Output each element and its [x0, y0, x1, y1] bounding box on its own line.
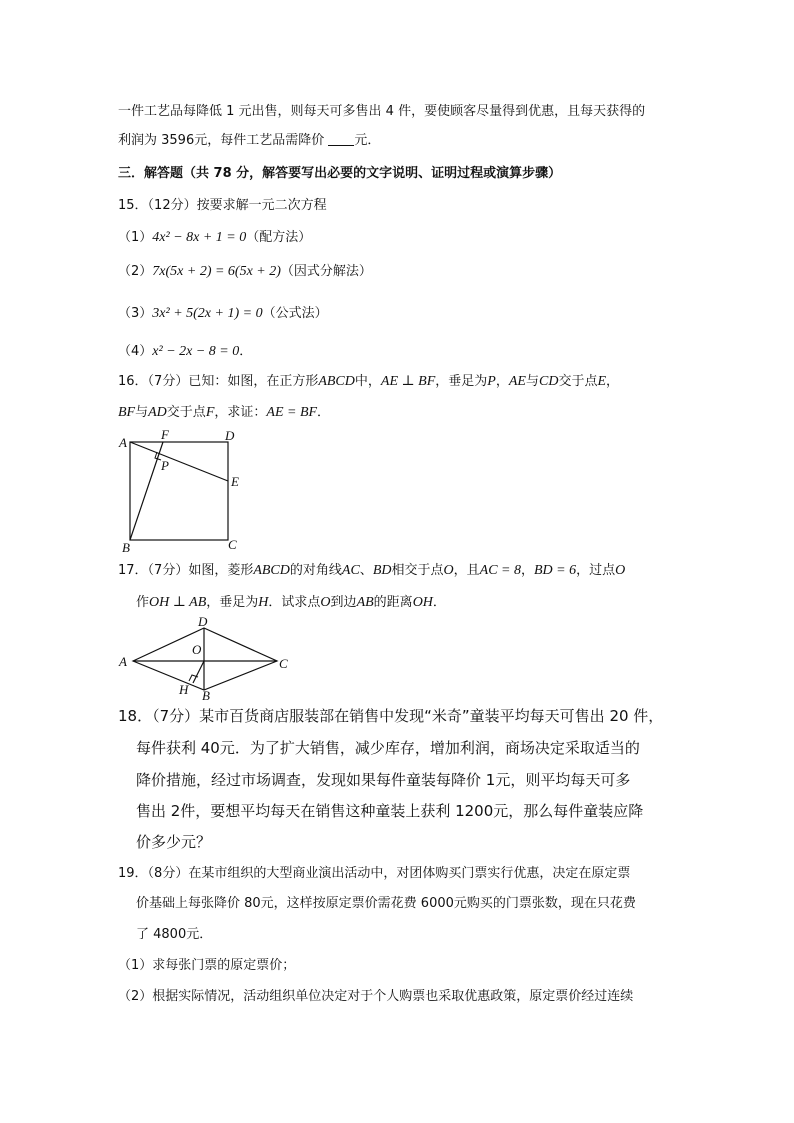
q19-line-4: （1）求每张门票的原定票价； [118, 958, 296, 973]
q14-line-1: 一件工艺品每降低 1 元出售，则每天可多售出 4 件，要使顾客尽量得到优惠，且每天获得的 [118, 104, 646, 119]
q15-part-1: （1）4x² − 8x + 1 = 0（配方法） [118, 230, 312, 245]
q18-line-1: 18．（7分）某市百货商店服装部在销售中发现“米奇”童装平均每天可售出 20 件， [118, 707, 664, 725]
q19-line-2: 价基础上每张降价 80元，这样按原定票价需花费 6000元购买的门票张数，现在只花费 [136, 896, 636, 911]
q14-line-2: 利润为 3596元，每件工艺品需降价 元． [118, 133, 381, 148]
label-O: O [192, 642, 202, 657]
label-A: A [119, 654, 127, 669]
q15-head: 15．（12分）按要求解一元二次方程 [118, 198, 327, 213]
label-D: D [225, 428, 235, 443]
label-A: A [119, 435, 127, 450]
rhombus-abcd [133, 628, 277, 690]
q18-line-2: 每件获利 40元．为了扩大销售，减少库存，增加利润，商场决定采取适当的 [136, 739, 640, 757]
q15-part-2: （2）7x(5x + 2) = 6(5x + 2)（因式分解法） [118, 264, 372, 279]
label-C: C [279, 656, 288, 671]
section-3-title: 三．解答题（共 78 分，解答要写出必要的文字说明、证明过程或演算步骤） [118, 166, 562, 181]
label-B: B [122, 540, 130, 555]
label-B: B [202, 688, 210, 703]
q16-line-2: BF与AD交于点F，求证：AE = BF． [118, 405, 331, 420]
label-F: F [161, 427, 169, 442]
q15-part-3: （3）3x² + 5(2x + 1) = 0（公式法） [118, 306, 328, 321]
q16-line-1: 16．（7分）已知：如图，在正方形ABCD中，AE ⊥ BF，垂足为P，AE与CD交于点E， [118, 374, 620, 389]
label-P: P [161, 458, 169, 473]
q19-line-3: 了 4800元． [136, 927, 213, 942]
label-C: C [228, 537, 237, 552]
q18-line-4: 售出 2件，要想平均每天在销售这种童装上获利 1200元，那么每件童装应降 [136, 802, 644, 820]
label-H: H [179, 682, 189, 697]
q17-line-1: 17．（7分）如图，菱形ABCD的对角线AC、BD相交于点O，且AC = 8，BD = 6，过点O [118, 563, 626, 578]
label-D: D [198, 614, 208, 629]
q19-line-1: 19．（8分）在某市组织的大型商业演出活动中，对团体购买门票实行优惠，决定在原定票 [118, 866, 631, 881]
segment-oh [193, 661, 204, 683]
q17-line-2: 作OH ⊥ AB，垂足为H．试求点O到边AB的距离OH． [136, 595, 446, 610]
q19-line-5: （2）根据实际情况，活动组织单位决定对于个人购票也采取优惠政策，原定票价经过连续 [118, 989, 634, 1004]
label-E: E [231, 474, 239, 489]
q15-part-4: （4）x² − 2x − 8 = 0． [118, 344, 253, 359]
q18-line-3: 降价措施，经过市场调查，发现如果每件童装每降价 1元，则平均每天可多 [136, 771, 631, 789]
q18-line-5: 价多少元？ [136, 833, 212, 851]
